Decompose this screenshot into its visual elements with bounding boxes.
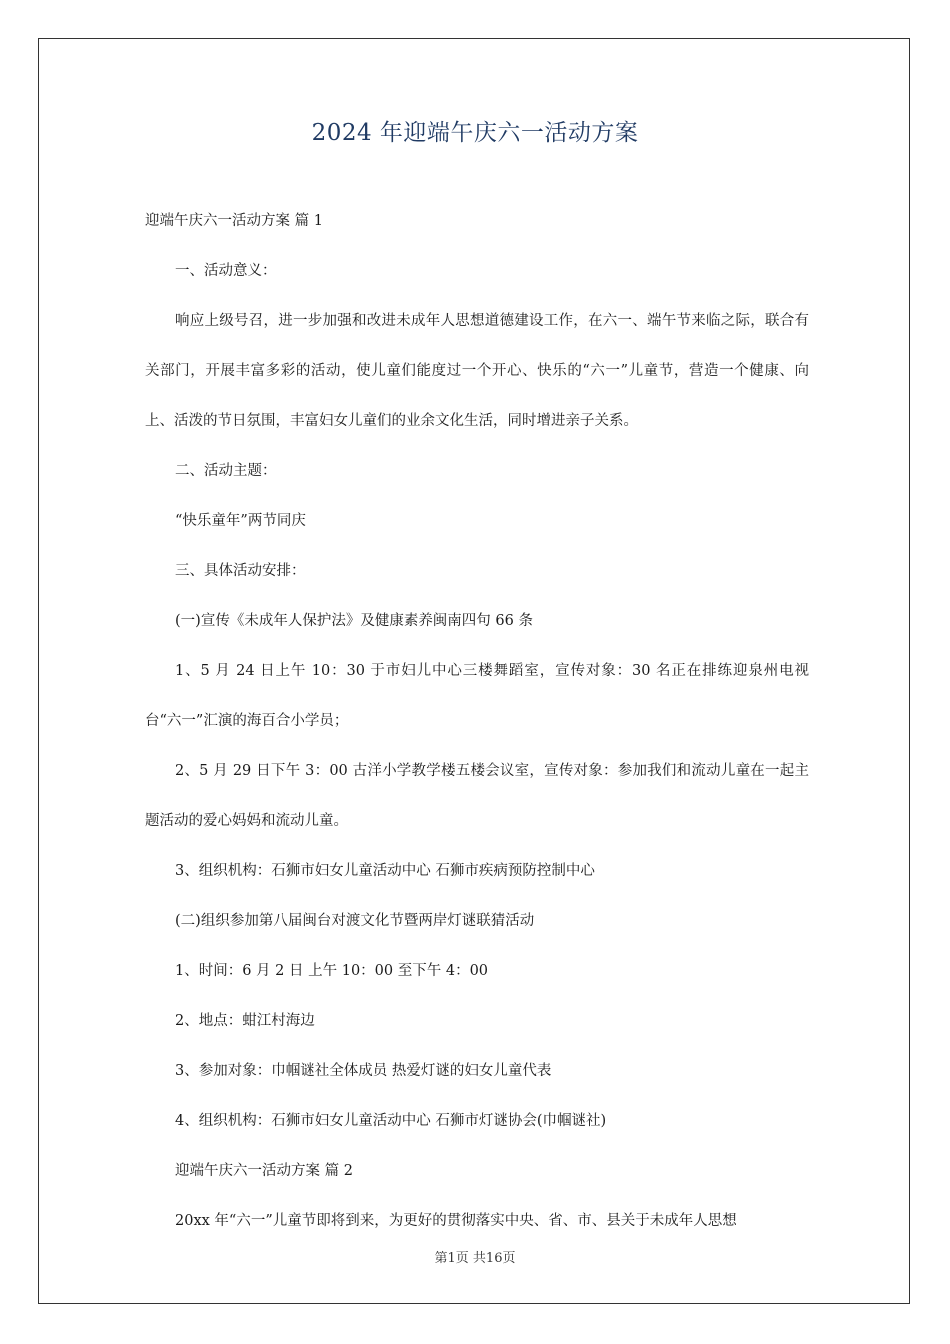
document-title: 2024 年迎端午庆六一活动方案 (311, 120, 639, 146)
paragraph: 4、组织机构：石狮市妇女儿童活动中心 石狮市灯谜协会(巾帼谜社) (175, 1113, 607, 1129)
paragraph: 2、地点：蚶江村海边 (175, 1013, 315, 1029)
paragraph: 三、具体活动安排： (175, 563, 306, 579)
paragraph: 20xx 年“六一”儿童节即将到来，为更好的贯彻落实中央、省、市、县关于未成年人思想 (175, 1213, 737, 1229)
paragraph: 1、时间：6 月 2 日 上午 10：00 至下午 4：00 (175, 963, 489, 979)
paragraph: 二、活动主题： (175, 463, 277, 479)
paragraph: 一、活动意义： (175, 263, 277, 279)
section-heading-2: 迎端午庆六一活动方案 篇 2 (175, 1163, 353, 1179)
paragraph: (一)宣传《未成年人保护法》及健康素养闽南四句 66 条 (175, 613, 533, 629)
page-number-footer: 第1页 共16页 (434, 1251, 516, 1266)
paragraph: 2、5 月 29 日下午 3：00 古洋小学教学楼五楼会议室，宣传对象：参加我们和流动儿童在一起主题活动的爱心妈妈和流动儿童。 (145, 763, 809, 829)
paragraph: 响应上级号召，进一步加强和改进未成年人思想道德建设工作，在六一、端午节来临之际，联合有关部门，开展丰富多彩的活动，使儿童们能度过一个开心、快乐的“六一”儿童节，营造一个健康、向上、活泼的节日氛围，丰富妇女儿童们的业余文化生活，同时增进亲子关系。 (145, 313, 809, 429)
paragraph: “快乐童年”两节同庆 (175, 513, 306, 529)
paragraph: 3、组织机构：石狮市妇女儿童活动中心 石狮市疾病预防控制中心 (175, 863, 595, 879)
section-heading-1: 迎端午庆六一活动方案 篇 1 (145, 213, 323, 229)
document-body (145, 196, 809, 1246)
paragraph: 3、参加对象：巾帼谜社全体成员 热爱灯谜的妇女儿童代表 (175, 1063, 552, 1079)
paragraph: 1、5 月 24 日上午 10：30 于市妇儿中心三楼舞蹈室，宣传对象：30 名正在排练迎泉州电视台“六一”汇演的海百合小学员； (145, 663, 809, 729)
paragraph: (二)组织参加第八届闽台对渡文化节暨两岸灯谜联猜活动 (175, 913, 535, 929)
